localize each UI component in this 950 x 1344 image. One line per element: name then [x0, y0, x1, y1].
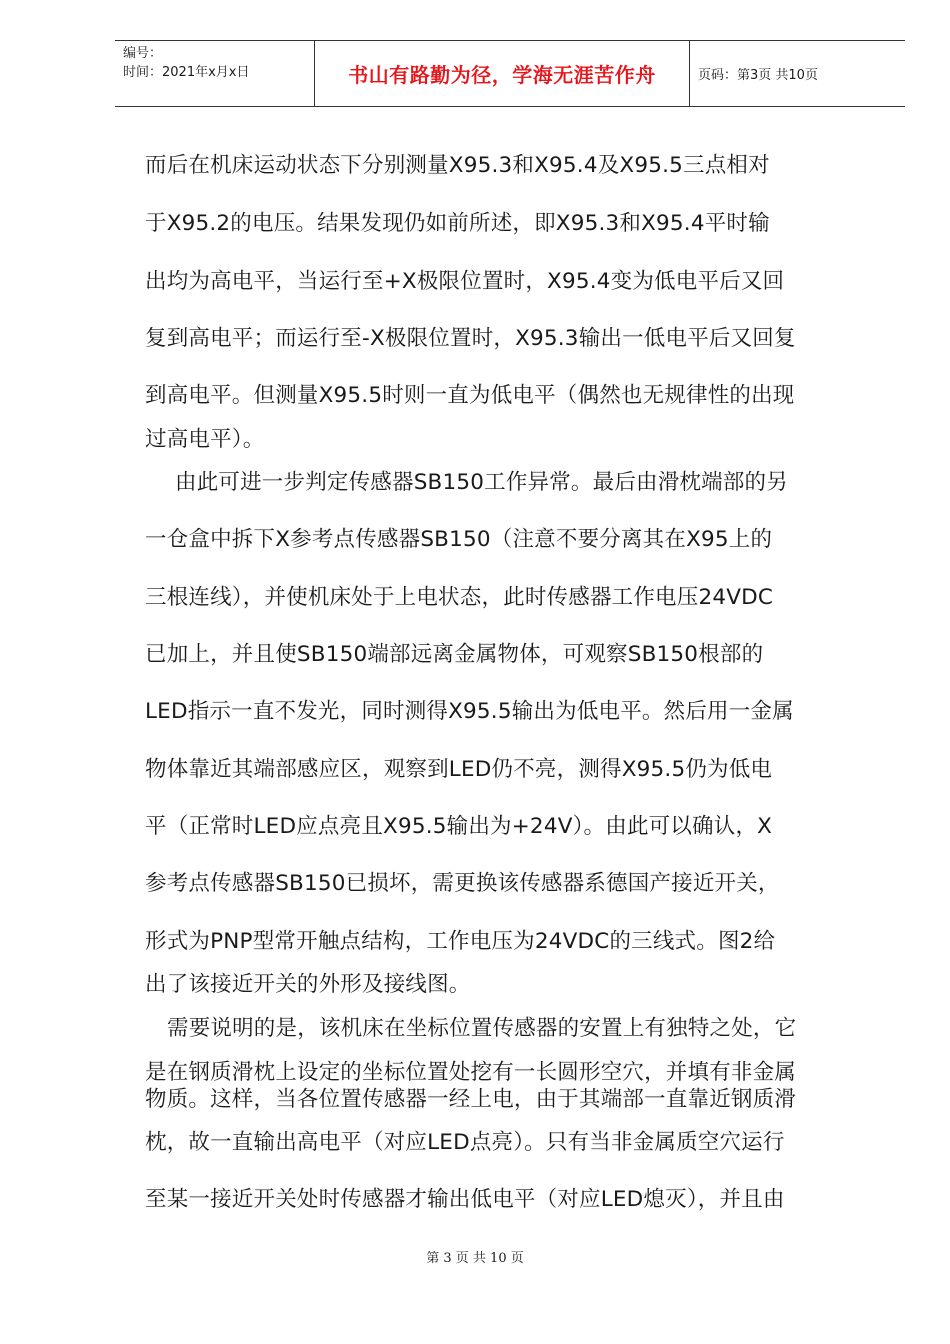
- body-line: 一仓盒中拆下X参考点传感器SB150（注意不要分离其在X95上的: [145, 527, 773, 552]
- body-line: 物质。这样，当各位置传感器一经上电，由于其端部一直靠近钢质滑: [145, 1087, 797, 1112]
- body-line: 物体靠近其端部感应区，观察到LED仍不亮，测得X95.5仍为低电: [145, 757, 773, 782]
- body-line: 参考点传感器SB150已损坏，需更换该传感器系德国产接近开关，: [145, 871, 780, 896]
- body-line: 需要说明的是，该机床在坐标位置传感器的安置上有独特之处，它: [167, 1016, 797, 1041]
- body-line: 枕，故一直输出高电平（对应LED点亮）。只有当非金属质空穴运行: [145, 1130, 785, 1155]
- document-date-label: 时间：2021年x月x日: [123, 65, 250, 80]
- page-header: [115, 40, 905, 107]
- body-line: 平（正常时LED应点亮且X95.5输出为+24V）。由此可以确认，X: [145, 814, 773, 839]
- body-line: 而后在机床运动状态下分别测量X95.3和X95.4及X95.5三点相对: [145, 153, 770, 178]
- body-line: 至某一接近开关处时传感器才输出低电平（对应LED熄灭），并且由: [145, 1187, 785, 1212]
- body-line: 三根连线），并使机床处于上电状态，此时传感器工作电压24VDC: [145, 585, 774, 610]
- body-line: 已加上，并且使SB150端部远离金属物体，可观察SB150根部的: [145, 642, 764, 667]
- header-meta: [115, 41, 315, 106]
- page-footer: 第 3 页 共 10 页: [426, 1251, 524, 1266]
- body-line: 于X95.2的电压。结果发现仍如前所述，即X95.3和X95.4平时输: [145, 211, 770, 236]
- body-line: 到高电平。但测量X95.5时则一直为低电平（偶然也无规律性的出现: [145, 383, 795, 408]
- body-line: LED指示一直不发光，同时测得X95.5输出为低电平。然后用一金属: [145, 699, 794, 724]
- body-line: 复到高电平；而运行至-X极限位置时，X95.3输出一低电平后又回复: [145, 326, 796, 351]
- body-line: 是在钢质滑枕上设定的坐标位置处挖有一长圆形空穴，并填有非金属: [145, 1060, 797, 1085]
- document-number-label: 编号：: [123, 46, 163, 61]
- body-line: 过高电平）。: [145, 427, 265, 452]
- body-line: 出了该接近开关的外形及接线图。: [145, 972, 471, 997]
- header-page-info: 页码：第3页 共10页: [698, 68, 818, 83]
- body-line: 出均为高电平，当运行至+X极限位置时，X95.4变为低电平后又回: [145, 269, 785, 294]
- body-line: 由此可进一步判定传感器SB150工作异常。最后由滑枕端部的另: [175, 470, 788, 495]
- header-motto: 书山有路勤为径，学海无涯苦作舟: [315, 41, 690, 106]
- body-line: 形式为PNP型常开触点结构，工作电压为24VDC的三线式。图2给: [145, 929, 776, 954]
